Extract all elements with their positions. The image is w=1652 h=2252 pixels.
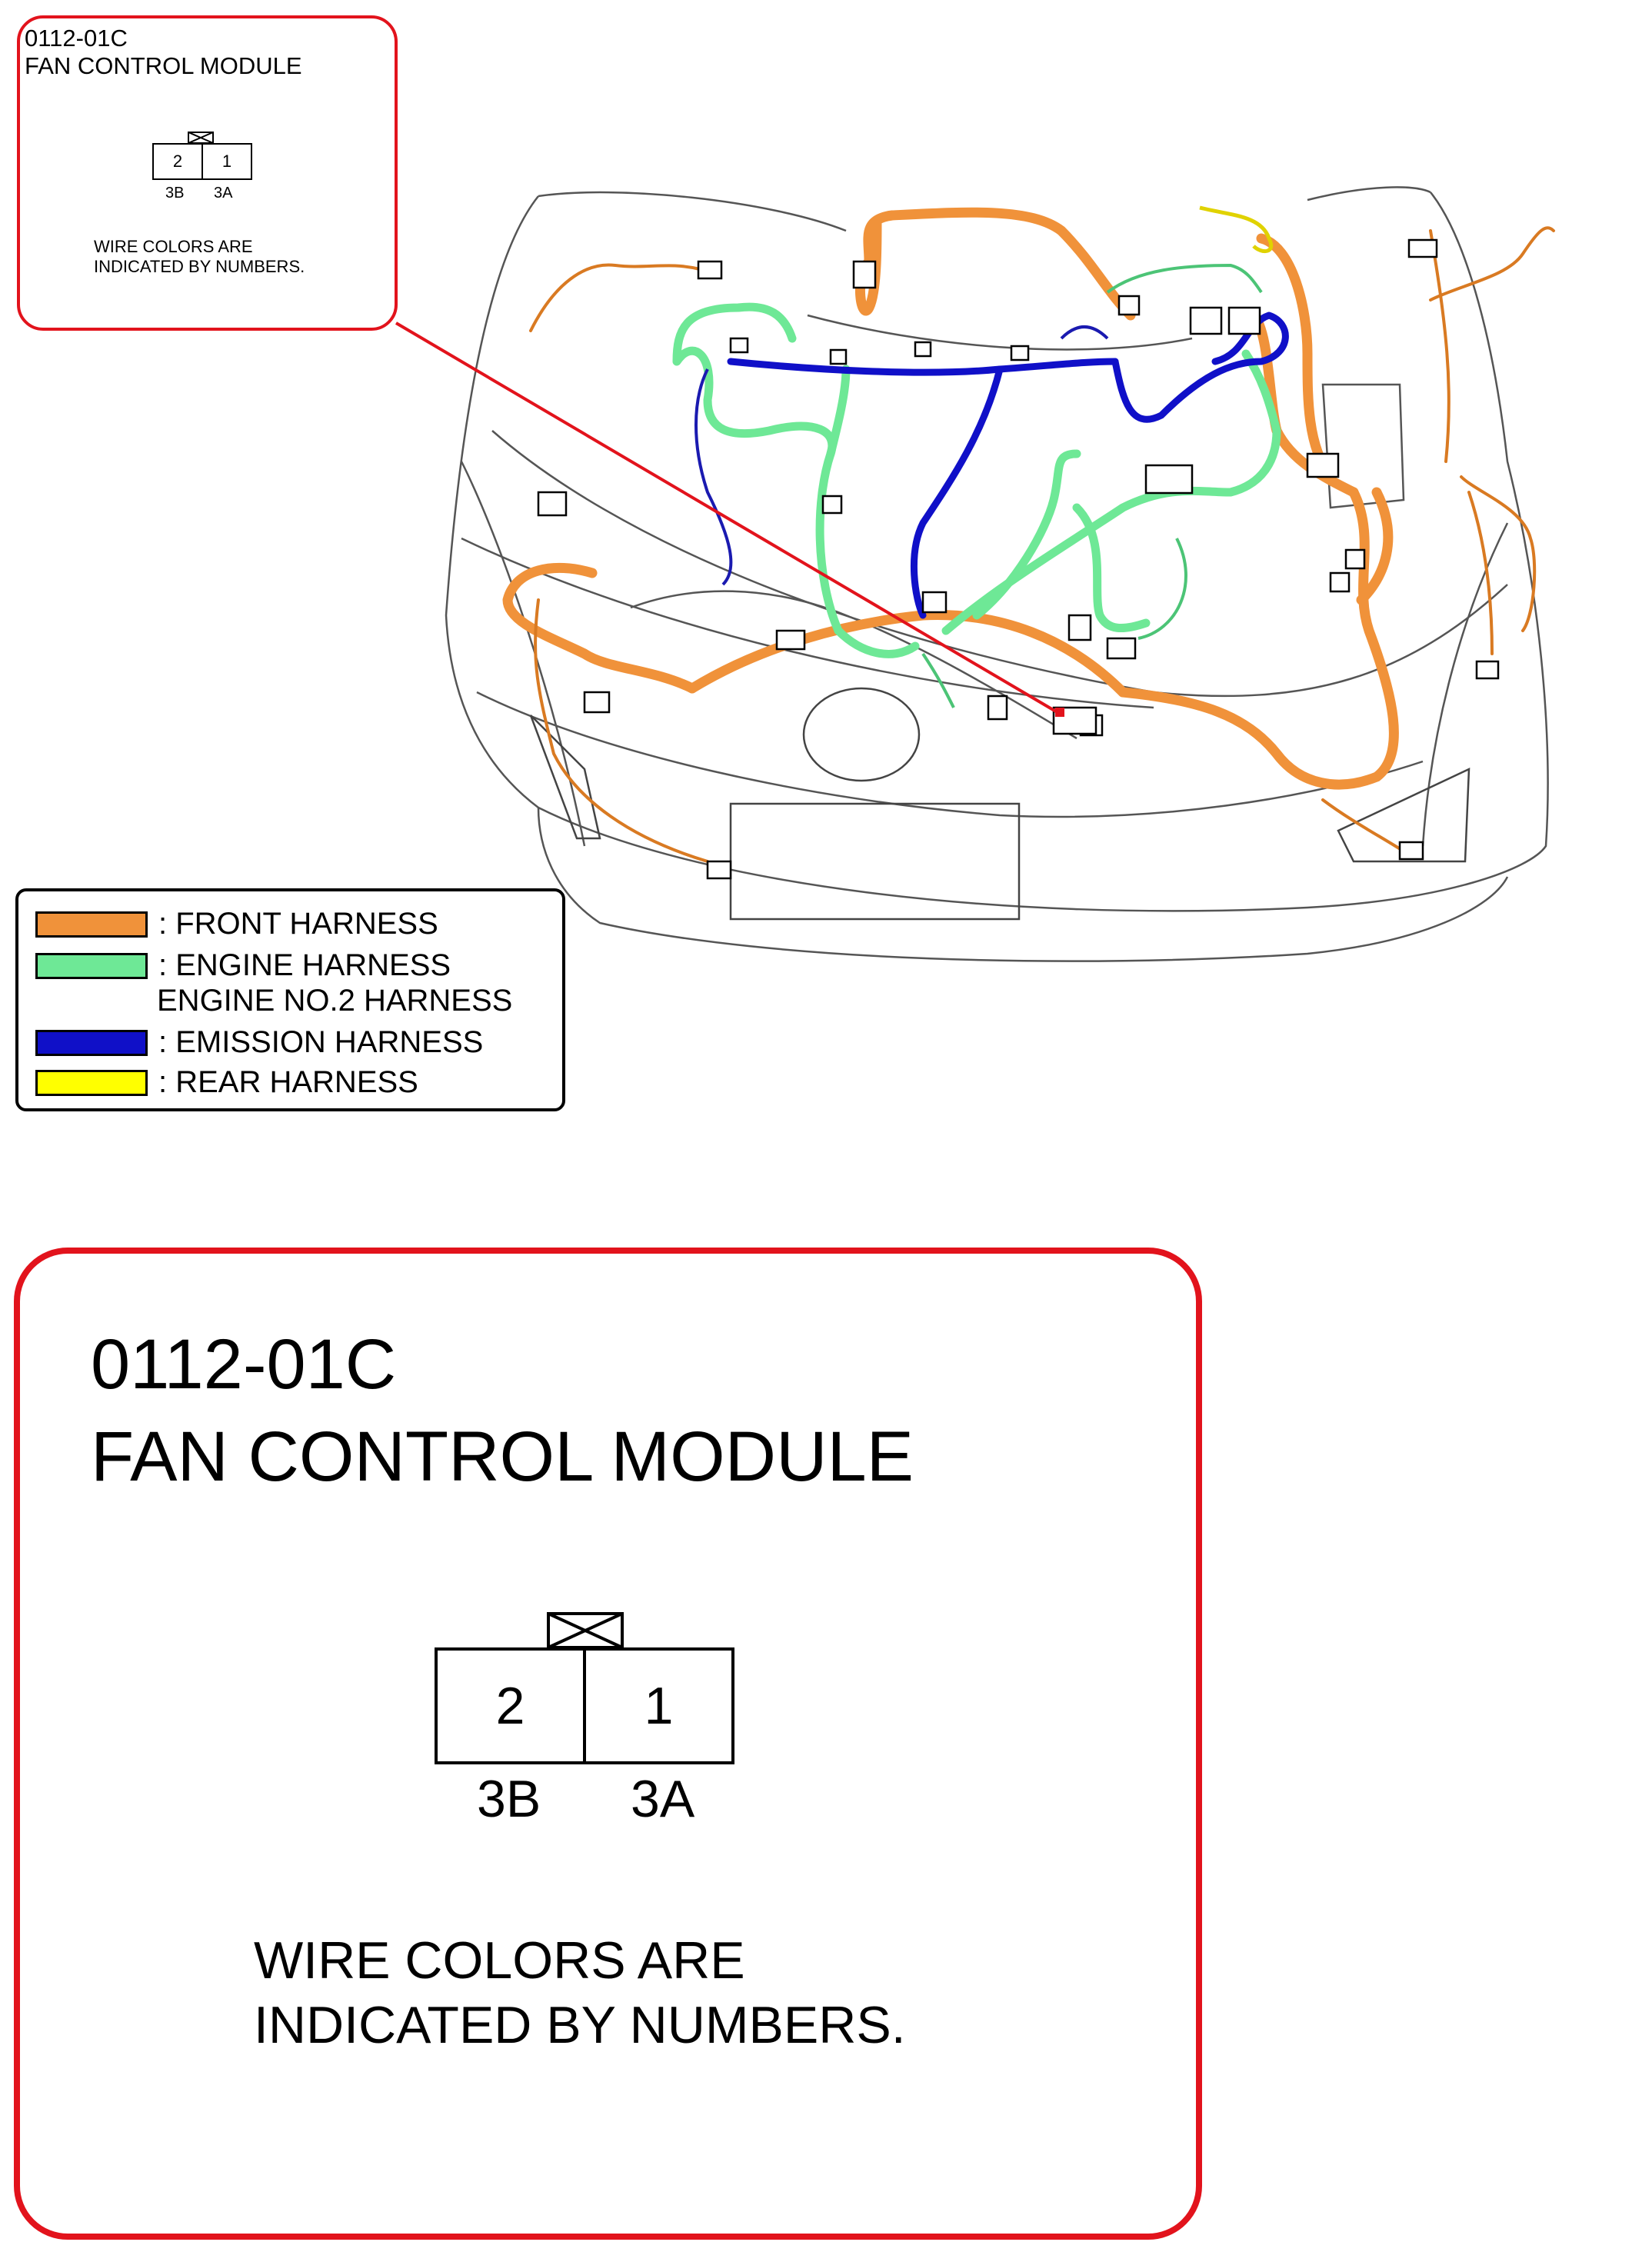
legend-label: : FRONT HARNESS bbox=[158, 907, 438, 941]
front-emblem bbox=[804, 688, 919, 781]
harness-legend bbox=[15, 888, 565, 1111]
wire-code-3b-large: 3B bbox=[477, 1770, 541, 1828]
pin-2-small: 2 bbox=[152, 143, 203, 180]
legend-label: : REAR HARNESS bbox=[158, 1065, 418, 1099]
legend-item-rear bbox=[35, 1065, 418, 1100]
connector-face-small bbox=[152, 143, 252, 178]
legend-label: : ENGINE HARNESS bbox=[158, 948, 451, 982]
connector-name-large: FAN CONTROL MODULE bbox=[91, 1417, 914, 1496]
legend-label: ENGINE NO.2 HARNESS bbox=[157, 984, 513, 1018]
wire-code-3a-large: 3A bbox=[631, 1770, 695, 1828]
legend-item-emission bbox=[35, 1025, 483, 1060]
wire-code-3a-small: 3A bbox=[214, 185, 233, 202]
connector-face-large bbox=[435, 1647, 734, 1763]
wire-color-note-line1-small: WIRE COLORS ARE bbox=[94, 237, 253, 256]
connector-code-large: 0112-01C bbox=[91, 1325, 397, 1404]
pin-2-large: 2 bbox=[435, 1647, 586, 1764]
callout-leader-line bbox=[396, 323, 1060, 714]
legend-label: : EMISSION HARNESS bbox=[158, 1025, 484, 1059]
pin-1-large: 1 bbox=[586, 1647, 734, 1764]
wire-color-note-line1-large: WIRE COLORS ARE bbox=[254, 1931, 745, 1990]
wire-code-3b-small: 3B bbox=[165, 185, 185, 202]
engine-harness-swatch bbox=[35, 953, 148, 979]
wire-color-note-line2-small: INDICATED BY NUMBERS. bbox=[94, 257, 305, 276]
rear-harness-swatch bbox=[35, 1070, 148, 1096]
legend-item-front bbox=[35, 907, 438, 941]
rear-harness-wire bbox=[1200, 208, 1271, 252]
emission-harness-swatch bbox=[35, 1030, 148, 1056]
battery-outline bbox=[1323, 385, 1404, 508]
license-plate bbox=[731, 804, 1019, 919]
pin-1-small: 1 bbox=[203, 143, 252, 180]
front-harness-swatch bbox=[35, 911, 148, 938]
legend-item-engine bbox=[35, 948, 451, 983]
wire-color-note-line2-large: INDICATED BY NUMBERS. bbox=[254, 1996, 906, 2054]
connector-code-small: 0112-01C bbox=[25, 25, 128, 52]
legend-item-engine-no2 bbox=[157, 984, 512, 1018]
connector-name-small: FAN CONTROL MODULE bbox=[25, 52, 302, 79]
